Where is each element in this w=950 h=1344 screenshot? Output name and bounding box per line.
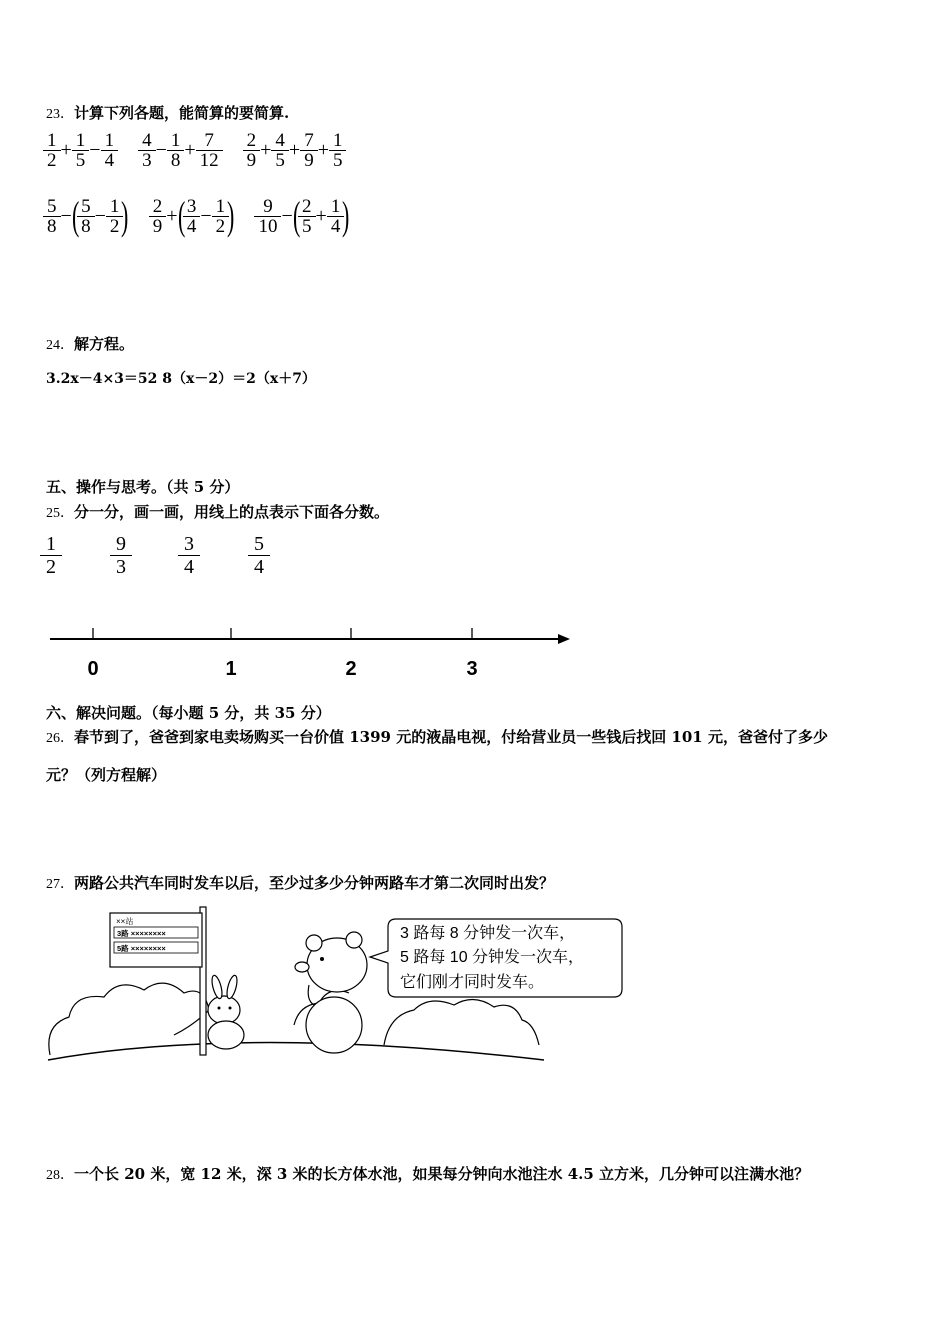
operator: + — [288, 139, 301, 161]
denominator: 12 — [199, 150, 219, 171]
denominator: 5 — [75, 150, 86, 171]
denominator: 9 — [304, 150, 314, 171]
q24-equations: 3.2x－4×3＝52 8（x－2）＝2（x＋7） — [46, 371, 316, 387]
fraction — [79, 197, 93, 236]
operator: + — [315, 204, 327, 227]
q28-prompt — [46, 1163, 809, 1184]
numerator: 5 — [47, 195, 57, 217]
operator: − — [94, 204, 106, 227]
operator: − — [281, 204, 293, 227]
fraction — [151, 197, 165, 236]
numerator: 4 — [142, 130, 152, 151]
number-line-label: 0 — [87, 658, 99, 680]
parenthesis: ) — [342, 193, 350, 238]
numerator: 1 — [330, 195, 341, 217]
operator: + — [184, 139, 196, 161]
q23-expression-row-1 — [44, 131, 345, 170]
denominator: 4 — [186, 215, 197, 237]
bus-stop-illustration — [44, 905, 634, 1065]
numerator: 1 — [332, 130, 343, 151]
speech-bubble — [370, 919, 622, 997]
q24-prompt — [46, 333, 134, 354]
numerator: 1 — [109, 195, 120, 217]
q28-number: 28． — [46, 1168, 74, 1183]
fraction — [45, 131, 59, 170]
number-line-label: 3 — [466, 658, 478, 680]
numerator: 2 — [246, 130, 257, 151]
fraction — [45, 197, 59, 236]
operator: − — [155, 139, 167, 161]
operator: + — [317, 139, 329, 161]
numerator: 5 — [81, 195, 91, 217]
sign-row-2: 5路 ×××××××× — [117, 944, 166, 953]
q26-number: 26． — [46, 731, 74, 746]
denominator: 3 — [142, 150, 152, 171]
q27-number: 27． — [46, 877, 74, 892]
numerator: 3 — [186, 195, 197, 217]
fraction — [300, 197, 314, 236]
section-6-heading: 六、解决问题。（每小题 5 分，共 35 分） — [46, 704, 331, 722]
q25-number: 25． — [46, 506, 74, 521]
denominator: 8 — [47, 215, 57, 237]
q25-text: 分一分，画一画，用线上的点表示下面各分数。 — [74, 503, 390, 521]
q23-prompt — [46, 102, 289, 123]
q25-prompt — [46, 501, 389, 522]
fraction — [103, 131, 117, 170]
section-5-heading: 五、操作与思考。（共 5 分） — [46, 478, 240, 496]
fraction — [140, 131, 154, 170]
q26-prompt — [46, 726, 828, 747]
bear-icon — [295, 932, 367, 1053]
q24-number: 24． — [46, 338, 74, 353]
rabbit-icon — [208, 974, 244, 1049]
fraction — [273, 131, 287, 170]
fraction — [214, 197, 228, 236]
denominator: 8 — [81, 215, 91, 237]
fraction — [108, 197, 122, 236]
q24-text: 解方程。 — [74, 335, 135, 353]
denominator: 4 — [254, 556, 264, 578]
operator: + — [60, 139, 72, 161]
fraction — [198, 131, 221, 170]
parenthesis: ( — [177, 193, 185, 238]
q25-fraction — [181, 533, 197, 578]
numerator: 9 — [263, 195, 273, 217]
denominator: 4 — [184, 556, 194, 578]
q23-expression-row-2 — [44, 193, 350, 238]
numerator: 2 — [302, 195, 312, 217]
denominator: 9 — [152, 215, 163, 237]
numerator: 1 — [75, 130, 86, 151]
denominator: 2 — [109, 215, 120, 237]
numerator: 4 — [275, 130, 285, 151]
number-line-arrow — [558, 634, 570, 644]
parenthesis: ) — [121, 193, 129, 238]
operator: − — [89, 139, 101, 161]
numerator: 1 — [47, 130, 57, 151]
bubble-line-1: 3 路每 8 分钟发一次车， — [400, 925, 576, 942]
number-line-label: 1 — [225, 658, 237, 680]
denominator: 5 — [275, 150, 285, 171]
numerator: 5 — [254, 533, 264, 555]
numerator: 1 — [104, 130, 115, 151]
numerator: 1 — [46, 533, 56, 555]
denominator: 2 — [215, 215, 226, 237]
bubble-line-3: 它们刚才同时发车。 — [400, 974, 545, 991]
bubble-line-2: 5 路每 10 分钟发一次车， — [400, 949, 585, 966]
denominator: 4 — [330, 215, 341, 237]
q27-text: 两路公共汽车同时发车以后，至少过多少分钟两路车才第二次同时出发？ — [74, 874, 555, 892]
fraction — [74, 131, 88, 170]
fraction — [245, 131, 259, 170]
parenthesis: ( — [292, 193, 301, 238]
denominator: 5 — [332, 150, 343, 171]
numerator: 7 — [304, 130, 314, 151]
operator: + — [260, 139, 272, 161]
q26-text-line-2: 元？（列方程解） — [46, 766, 167, 784]
q26-text-line-1: 春节到了，爸爸到家电卖场购买一台价值 1399 元的液晶电视，付给营业员一些钱后找回 101 元，爸爸付了多少 — [74, 728, 828, 746]
denominator: 9 — [246, 150, 257, 171]
denominator: 2 — [46, 556, 56, 578]
denominator: 5 — [302, 215, 312, 237]
number-line-label: 2 — [345, 658, 357, 680]
fraction — [256, 197, 279, 236]
operator: + — [166, 204, 178, 227]
fraction — [185, 197, 199, 236]
operator: − — [200, 204, 212, 227]
numerator: 3 — [184, 533, 194, 555]
sign-title: ××站 — [116, 917, 134, 926]
ground-line — [48, 1043, 544, 1061]
numerator: 7 — [204, 130, 214, 151]
parenthesis: ( — [71, 193, 80, 238]
numerator: 1 — [170, 130, 181, 151]
q28-text: 一个长 20 米，宽 12 米，深 3 米的长方体水池，如果每分钟向水池注水 4.5 立方米，几分钟可以注满水池？ — [74, 1165, 810, 1183]
bush-right — [384, 999, 539, 1045]
operator: − — [60, 204, 72, 227]
numerator: 1 — [215, 195, 226, 217]
q23-number: 23． — [46, 107, 74, 122]
q25-fraction — [43, 533, 59, 578]
numerator: 2 — [152, 195, 163, 217]
parenthesis: ) — [227, 193, 235, 238]
denominator: 4 — [104, 150, 115, 171]
fraction — [302, 131, 316, 170]
denominator: 2 — [47, 150, 57, 171]
denominator: 8 — [170, 150, 181, 171]
numerator: 9 — [116, 533, 126, 555]
number-line — [0, 615, 600, 685]
q23-text: 计算下列各题，能简算的要简算. — [74, 104, 290, 122]
fraction — [331, 131, 345, 170]
fraction — [169, 131, 183, 170]
denominator: 3 — [116, 556, 126, 578]
q25-fraction — [113, 533, 129, 578]
sign-row-1: 3路 ×××××××× — [117, 929, 166, 938]
q27-prompt — [46, 872, 554, 893]
q25-fraction — [251, 533, 267, 578]
denominator: 10 — [258, 215, 278, 237]
fraction — [329, 197, 343, 236]
